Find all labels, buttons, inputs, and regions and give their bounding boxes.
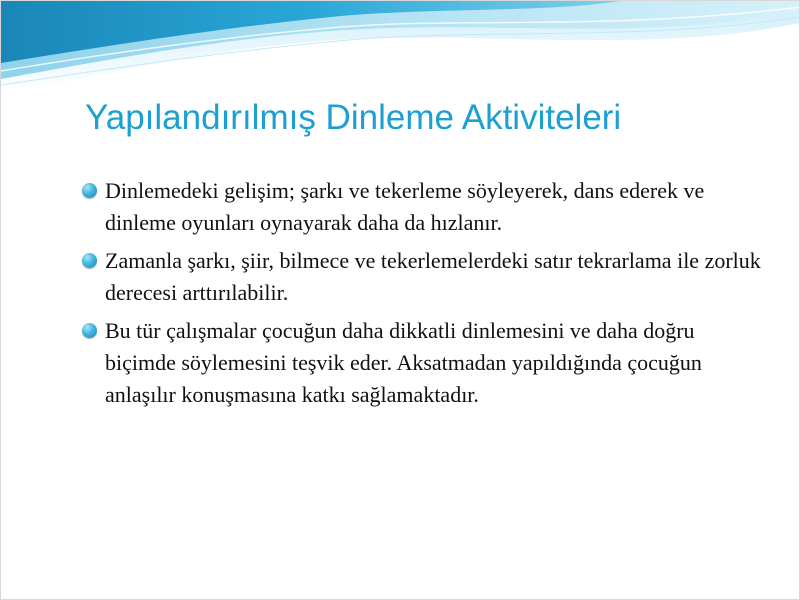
header-wave-decoration (1, 1, 800, 96)
round-bullet-icon (82, 183, 97, 198)
slide-title: Yapılandırılmış Dinleme Aktiviteleri (85, 98, 622, 137)
bullet-item (79, 315, 769, 411)
round-bullet-icon (82, 323, 97, 338)
bullet-text: Dinlemedeki gelişim; şarkı ve tekerleme söyleyerek, dans ederek ve dinleme oyunları oynayarak daha da hızlanır. (105, 178, 705, 235)
bullet-item (79, 245, 769, 309)
bullet-item (79, 175, 769, 239)
bullet-text: Bu tür çalışmalar çocuğun daha dikkatli dinlemesini ve daha doğru biçimde söylemesini teşvik eder. Aksatmadan yapıldığında çocuğun anlaşılır konuşmasına katkı sağlamaktadır. (105, 318, 702, 407)
bullet-list (79, 175, 769, 417)
bullet-text: Zamanla şarkı, şiir, bilmece ve tekerlemelerdeki satır tekrarlama ile zorluk derecesi arttırılabilir. (105, 248, 761, 305)
round-bullet-icon (82, 253, 97, 268)
